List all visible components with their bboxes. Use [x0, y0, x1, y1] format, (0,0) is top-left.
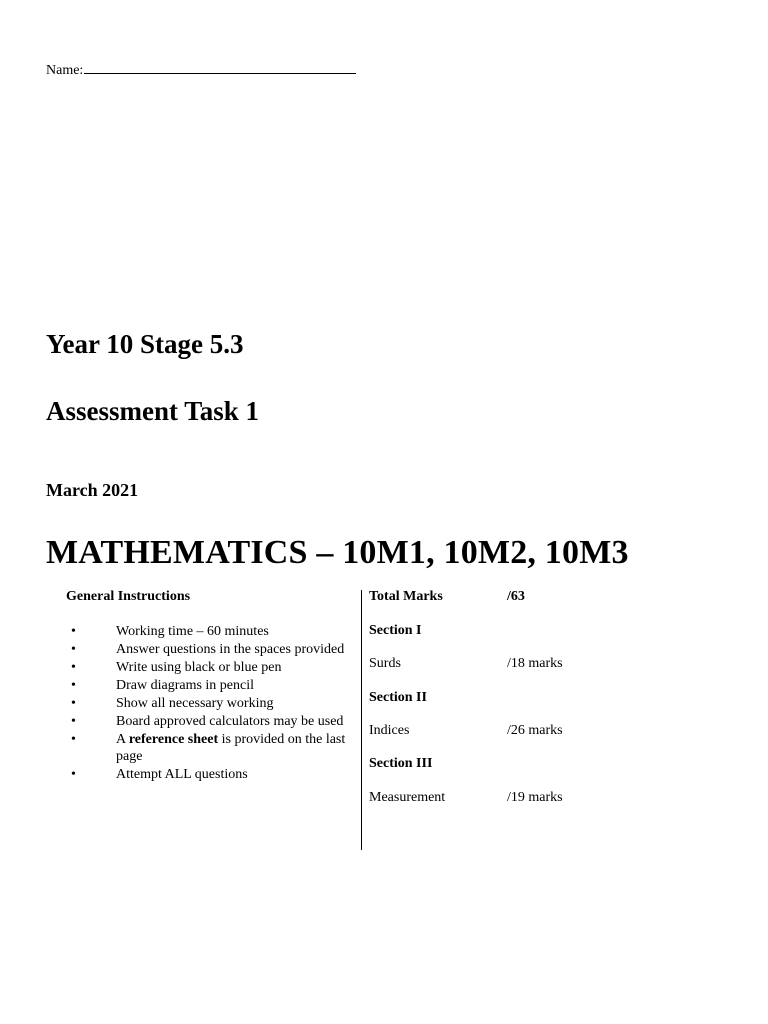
- instruction-item: • Working time – 60 minutes: [71, 624, 269, 639]
- bullet-icon: •: [71, 732, 76, 747]
- section-heading: Section II: [369, 690, 427, 705]
- marks-summary: [369, 589, 563, 807]
- name-blank-line: [84, 60, 356, 74]
- section-heading: Section I: [369, 623, 422, 638]
- section-marks: /19 marks: [507, 790, 563, 805]
- section-topic: Measurement: [369, 790, 446, 805]
- bullet-icon: •: [71, 696, 76, 711]
- bullet-icon: •: [71, 678, 76, 693]
- instructions-list: [66, 623, 356, 784]
- reference-sheet-emphasis: reference sheet: [128, 732, 219, 747]
- instruction-item: • Board approved calculators may be used: [71, 714, 344, 729]
- total-marks-value: /63: [507, 589, 525, 604]
- section-marks: /18 marks: [507, 656, 563, 671]
- section-topic: Surds: [369, 656, 401, 671]
- section-marks-row: [369, 790, 563, 807]
- bullet-icon: •: [71, 660, 76, 675]
- section-marks-row: [369, 723, 563, 740]
- section-heading: Section III: [369, 756, 433, 771]
- section-marks: /26 marks: [507, 723, 563, 738]
- section-topic: Indices: [369, 723, 410, 738]
- instruction-item: • Write using black or blue pen: [71, 660, 282, 675]
- total-marks-row: [369, 589, 525, 606]
- total-marks-label: Total Marks: [369, 589, 443, 604]
- subject-title: MATHEMATICS – 10M1, 10M2, 10M3: [46, 534, 629, 571]
- exam-date: March 2021: [46, 480, 139, 500]
- year-stage-title: Year 10 Stage 5.3: [46, 329, 244, 359]
- instruction-item: • Answer questions in the spaces provided: [71, 642, 345, 657]
- bullet-icon: •: [71, 642, 76, 657]
- instruction-item: • Draw diagrams in pencil: [71, 678, 255, 693]
- bullet-icon: •: [71, 767, 76, 782]
- name-field-row: [46, 60, 356, 79]
- bullet-icon: •: [71, 624, 76, 639]
- instruction-item: • Attempt ALL questions: [71, 767, 248, 782]
- section-marks-row: [369, 656, 563, 673]
- instructions-heading: General Instructions: [66, 589, 191, 604]
- column-divider: [361, 590, 362, 850]
- instruction-item: • Show all necessary working: [71, 696, 274, 711]
- bullet-icon: •: [71, 714, 76, 729]
- name-label: Name:: [46, 63, 84, 78]
- instruction-item-reference-sheet: • A reference sheet is provided on the last page: [71, 732, 346, 764]
- assessment-task-title: Assessment Task 1: [46, 396, 260, 426]
